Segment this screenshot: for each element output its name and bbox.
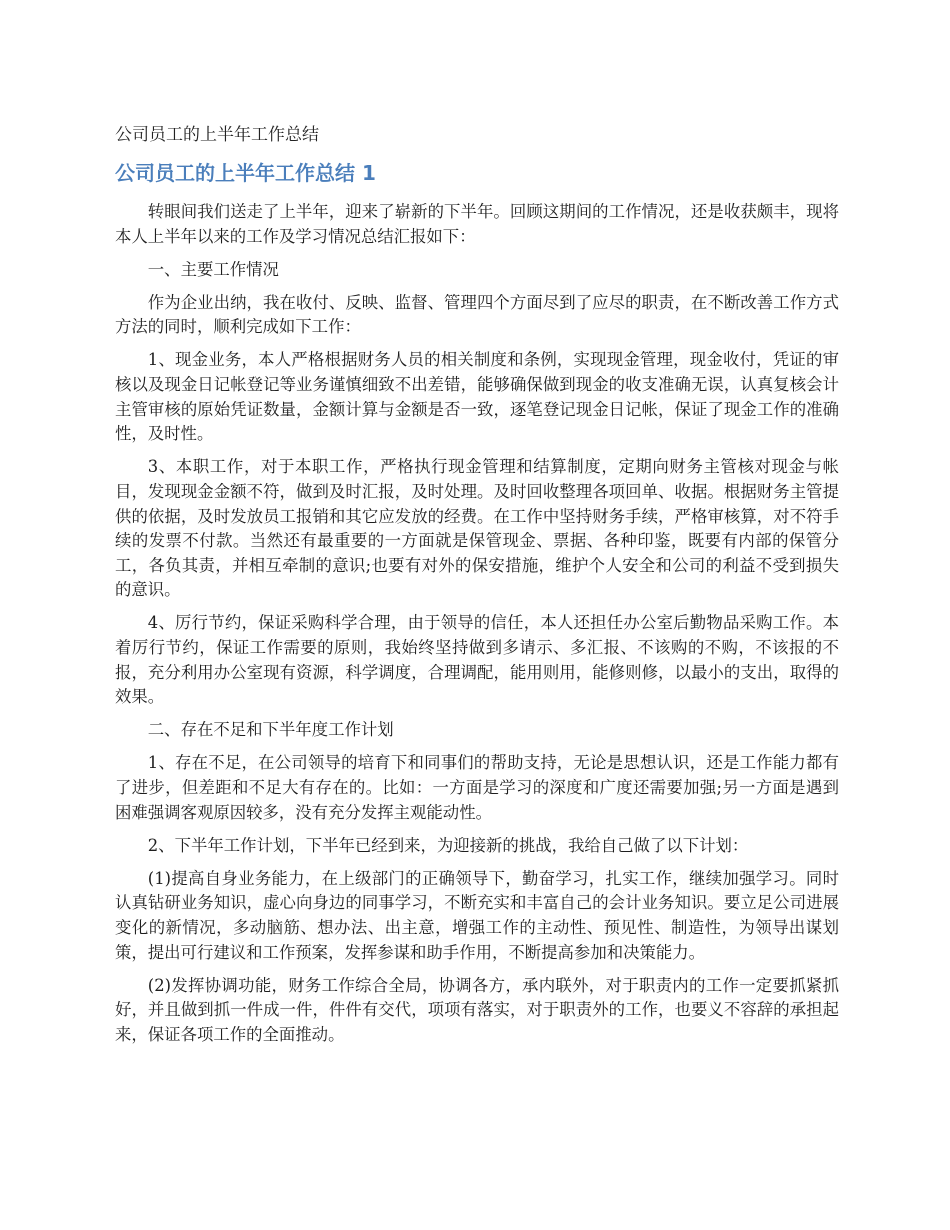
paragraph-shortcomings: 1、存在不足，在公司领导的培育下和同事们的帮助支持，无论是思想认识，还是工作能力都有了进步，但差距和不足大有存在的。比如：一方面是学习的深度和广度还需要加强;另一方面是遇到困难强调客观原因较多，没有充分发挥主观能动性。: [115, 753, 839, 822]
paragraph-intro: 转眼间我们送走了上半年，迎来了崭新的下半年。回顾这期间的工作情况，还是收获颇丰，现将本人上半年以来的工作及学习情况总结汇报如下：: [115, 202, 839, 246]
paragraph-plan-item-1: (1)提高自身业务能力，在上级部门的正确领导下，勤奋学习，扎实工作，继续加强学习。同时认真钻研业务知识，虚心向身边的同事学习，不断充实和丰富自己的会计业务知识。要立足公司进展变化的新情况，多动脑筋、想办法、出主意，增强工作的主动性、预见性、制造性，为领导出谋划策，提出可行建议和工作预案，发挥参谋和助手作用，不断提高参加和决策能力。: [115, 868, 839, 962]
paragraph-cashier-duties: 作为企业出纳，我在收付、反映、监督、管理四个方面尽到了应尽的职责，在不断改善工作方式方法的同时，顺利完成如下工作：: [115, 292, 839, 337]
paragraph-cash-business: 1、现金业务，本人严格根据财务人员的相关制度和条例，实现现金管理，现金收付，凭证的审核以及现金日记帐登记等业务谨慎细致不出差错，能够确保做到现金的收支准确无误，认真复核会计主管审核的原始凭证数量，金额计算与金额是否一致，逐笔登记现金日记帐，保证了现金工作的准确性，及时性。: [115, 350, 839, 444]
subheading-shortcomings-plan: 二、存在不足和下半年度工作计划: [147, 720, 394, 740]
paragraph-plan-item-2: (2)发挥协调功能，财务工作综合全局，协调各方，承内联外，对于职责内的工作一定要抓紧抓好，并且做到抓一件成一件，件件有交代，项项有落实，对于职责外的工作，也要义不容辞的承担起来，保证各项工作的全面推动。: [115, 975, 839, 1044]
document-body: [115, 122, 839, 1056]
paragraph-frugality: 4、厉行节约，保证采购科学合理，由于领导的信任，本人还担任办公室后勤物品采购工作。本着厉行节约，保证工作需要的原则，我始终坚持做到多请示、多汇报、不该购的不购，不该报的不报，充分利用办公室现有资源，科学调度，合理调配，能用则用，能修则修，以最小的支出，取得的效果。: [115, 613, 839, 707]
document-title: 公司员工的上半年工作总结: [115, 125, 319, 145]
paragraph-core-work: 3、本职工作，对于本职工作，严格执行现金管理和结算制度，定期向财务主管核对现金与帐目，发现现金金额不符，做到及时汇报，及时处理。及时回收整理各项回单、收据。根据财务主管提供的依据，及时发放员工报销和其它应发放的经费。在工作中坚持财务手续，严格审核算，对不符手续的发票不付款。当然还有最重要的一方面就是保管现金、票据、各种印鉴，既要有内部的保管分工，各负其责，并相互牵制的意识;也要有对外的保安措施，维护个人安全和公司的利益不受到损失的意识。: [115, 457, 839, 600]
subheading-main-work: 一、主要工作情况: [147, 259, 279, 279]
section-heading: 公司员工的上半年工作总结 1: [115, 161, 376, 185]
paragraph-plan-intro: 2、下半年工作计划，下半年已经到来，为迎接新的挑战，我给自己做了以下计划：: [147, 835, 749, 855]
